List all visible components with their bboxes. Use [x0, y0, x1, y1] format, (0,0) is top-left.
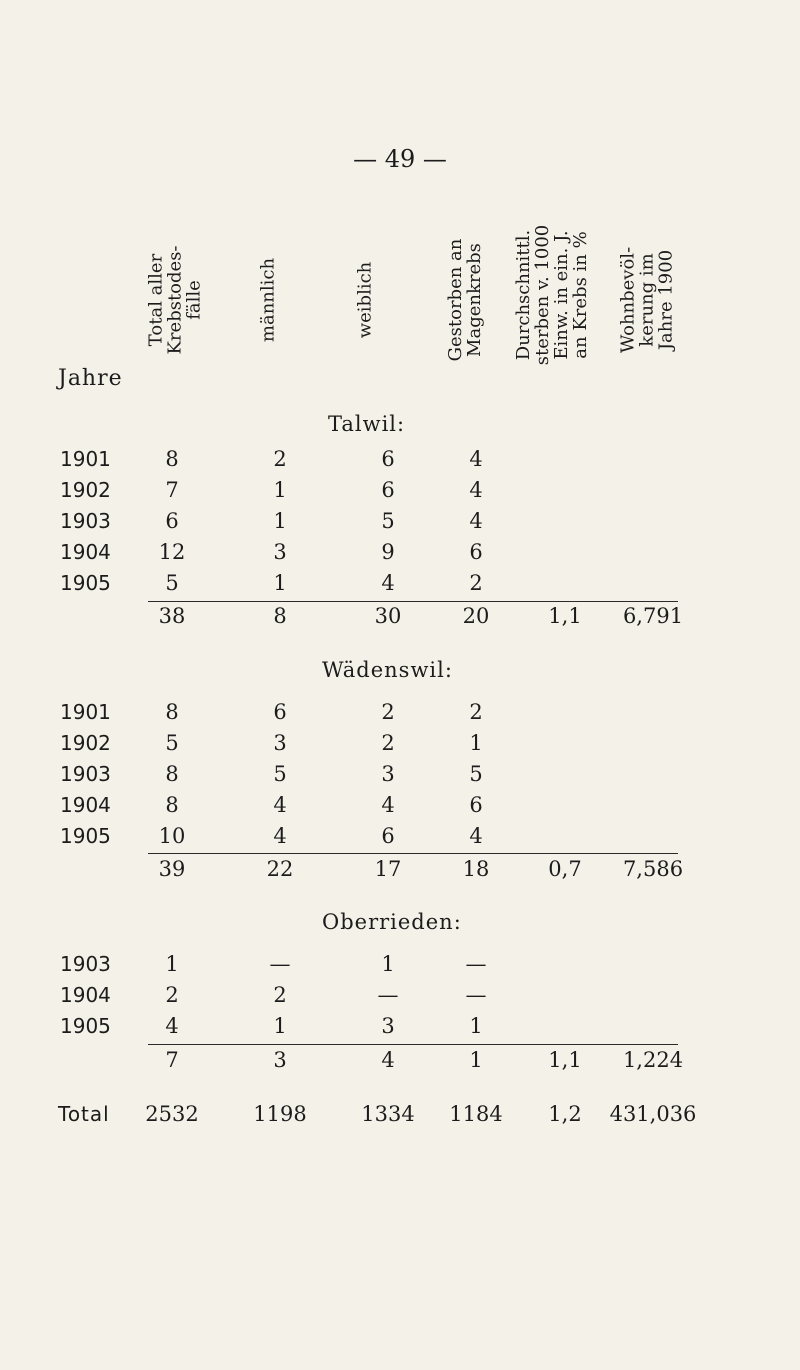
- table-row: 1905 10 4 6 4: [60, 824, 483, 848]
- sum-divider: [148, 601, 678, 602]
- header-male: männlich: [257, 257, 279, 343]
- table-row: 1903 8 5 3 5: [60, 762, 483, 786]
- table-row: 1902 5 3 2 1: [60, 731, 483, 755]
- grand-total-row: Total 2532 1198 1334 1184 1,2 431,036: [58, 1102, 697, 1126]
- page-number: — 49 —: [353, 145, 447, 173]
- table-row: 1902 7 1 6 4: [60, 478, 483, 502]
- table-row: 1905 4 1 3 1: [60, 1014, 483, 1038]
- header-population: Wohnbevöl- kerung im Jahre 1900: [617, 246, 677, 354]
- sum-row: 38 8 30 20 1,1 6,791: [158, 604, 684, 628]
- table-row: 1903 1 — 1 —: [60, 952, 487, 976]
- table-row: 1904 12 3 9 6: [60, 540, 483, 564]
- header-total-cases: Total aller Krebstodes- fälle: [145, 245, 205, 355]
- table-row: 1904 2 2 — —: [60, 983, 487, 1007]
- header-average-rate: Durchschnittl. sterben v. 1000 Einw. in ein. J. an Krebs in %: [513, 224, 591, 366]
- header-years: Jahre: [58, 366, 123, 391]
- section-title-talwil: Talwil:: [328, 412, 406, 436]
- table-row: 1901 8 2 6 4: [60, 447, 483, 471]
- sum-divider: [148, 853, 678, 854]
- table-row: 1901 8 6 2 2: [60, 700, 483, 724]
- section-title-waedenswil: Wädenswil:: [322, 658, 453, 682]
- sum-row: 39 22 17 18 0,7 7,586: [158, 857, 684, 881]
- table-row: 1903 6 1 5 4: [60, 509, 483, 533]
- table-row: 1905 5 1 4 2: [60, 571, 483, 595]
- sum-row: 7 3 4 1 1,1 1,224: [165, 1048, 684, 1072]
- table-row: 1904 8 4 4 6: [60, 793, 483, 817]
- sum-divider: [148, 1044, 678, 1045]
- header-female: weiblich: [354, 261, 376, 339]
- header-stomach-cancer: Gestorben an Magenkrebs: [445, 238, 485, 362]
- section-title-oberrieden: Oberrieden:: [322, 910, 462, 934]
